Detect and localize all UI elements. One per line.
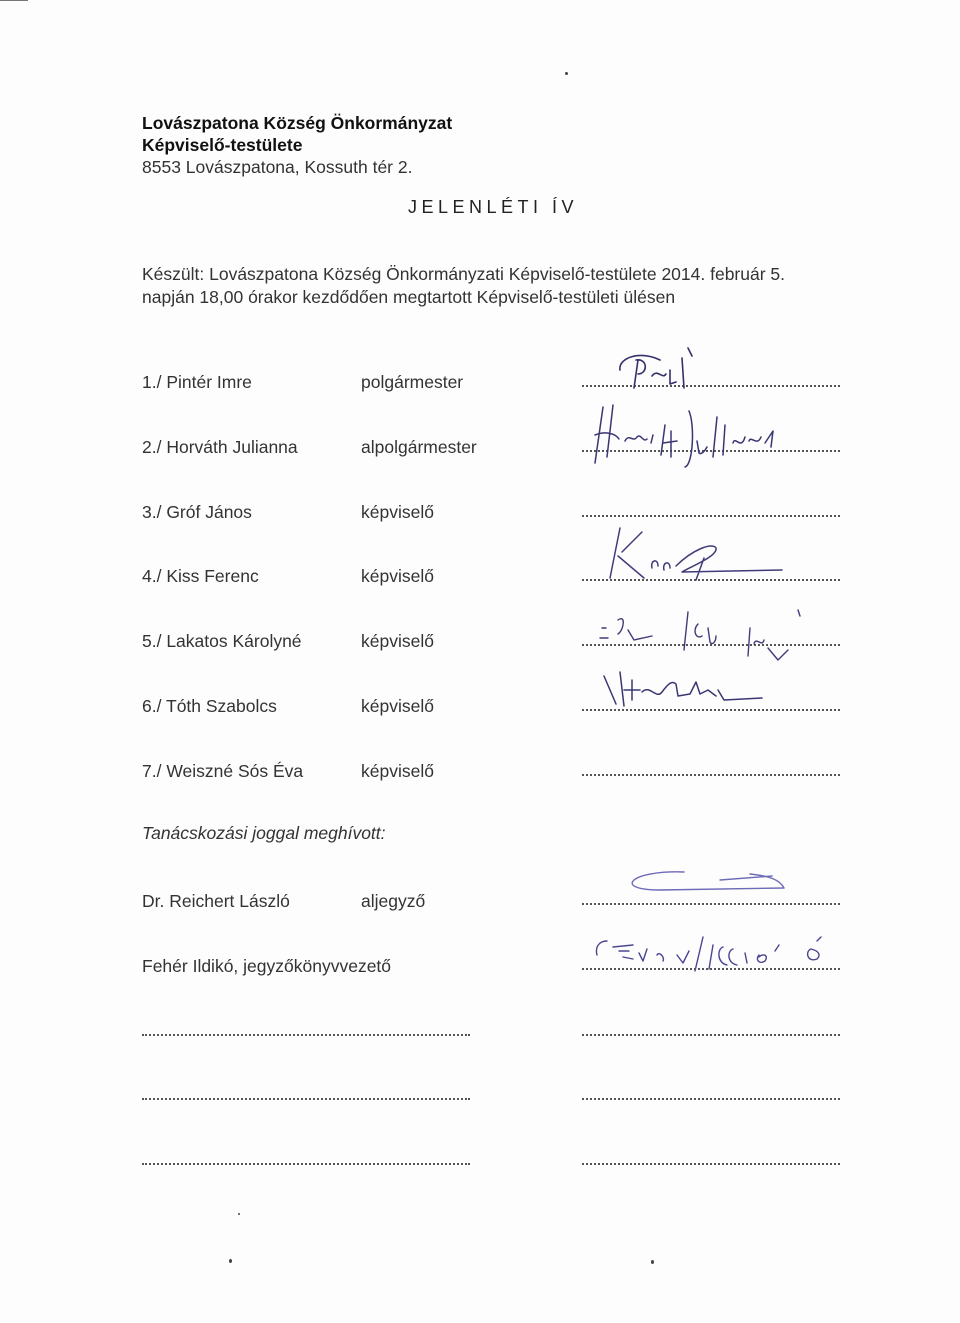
attendee-role: képviselő (361, 502, 434, 522)
scan-corner-line (0, 0, 28, 1)
guest-section-heading: Tanácskozási joggal meghívott: (142, 823, 386, 843)
guest-name: Dr. Reichert László (142, 891, 290, 911)
signature-toth-szabolcs (592, 660, 782, 720)
signature-pinter-imre (600, 340, 720, 395)
attendee-name: 7./ Weiszné Sós Éva (142, 761, 304, 781)
signature-horvath-julianna (585, 395, 830, 480)
blank-signature-line (582, 1098, 840, 1100)
attendee-role: alpolgármester (361, 437, 477, 457)
scan-speck (565, 72, 568, 75)
scan-speck (238, 1213, 240, 1215)
guest-name: Fehér Ildikó, jegyzőkönyvvezető (142, 956, 392, 976)
blank-name-line (142, 1098, 470, 1100)
attendee-role: képviselő (361, 631, 434, 651)
signature-feher-ildiko (585, 925, 855, 980)
signature-kiss-ferenc (592, 520, 792, 590)
org-body: Képviselő-testülete (142, 135, 303, 155)
blank-name-line (142, 1163, 470, 1165)
signature-line (582, 515, 840, 517)
blank-signature-line (582, 1163, 840, 1165)
attendee-name: 4./ Kiss Ferenc (142, 566, 259, 586)
guest-role: aljegyző (361, 891, 426, 911)
signature-line (582, 774, 840, 776)
attendee-name: 2./ Horváth Julianna (142, 437, 298, 457)
attendee-role: polgármester (361, 372, 464, 392)
attendee-role: képviselő (361, 696, 434, 716)
document-title: JELENLÉTI ÍV (408, 197, 579, 217)
attendee-name: 1./ Pintér Imre (142, 372, 252, 392)
org-address: 8553 Lovászpatona, Kossuth tér 2. (142, 157, 413, 177)
attendee-name: 3./ Gróf János (142, 502, 252, 522)
attendee-name: 5./ Lakatos Károlyné (142, 631, 302, 651)
signature-reichert-laszlo (600, 860, 800, 910)
attendee-name: 6./ Tóth Szabolcs (142, 696, 277, 716)
attendee-role: képviselő (361, 761, 434, 781)
blank-signature-line (582, 1034, 840, 1036)
intro-line-2: napján 18,00 órakor kezdődően megtartott Képviselő-testületi ülésen (142, 287, 676, 307)
org-name: Lovászpatona Község Önkormányzat (142, 113, 453, 133)
intro-line-1: Készült: Lovászpatona Község Önkormányzati Képviselő-testülete 2014. február 5. (142, 264, 786, 284)
scan-speck (651, 1260, 654, 1264)
attendee-role: képviselő (361, 566, 434, 586)
scan-speck (229, 1259, 232, 1263)
blank-name-line (142, 1034, 470, 1036)
